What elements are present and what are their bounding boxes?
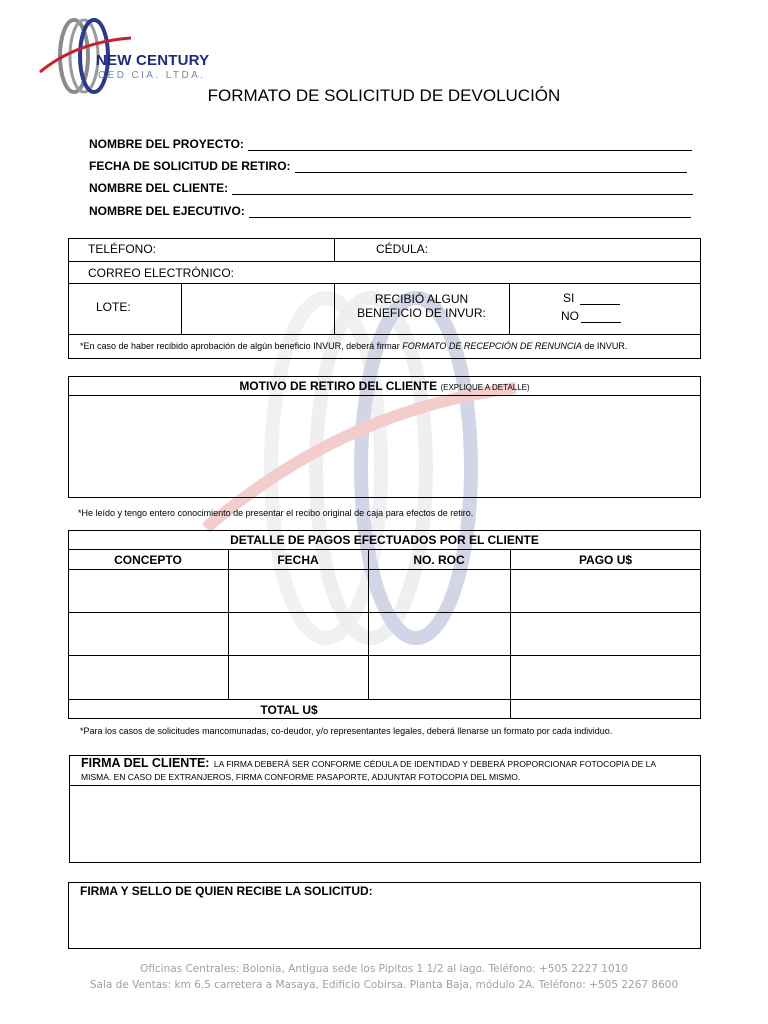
invur-note	[80, 341, 627, 351]
no-option	[561, 309, 621, 323]
field-nombre-proyecto	[89, 137, 692, 151]
beneficio-line-2: BENEFICIO DE INVUR:	[357, 306, 486, 320]
field-label: FECHA DE SOLICITUD DE RETIRO:	[89, 159, 291, 173]
lote-label: LOTE:	[96, 300, 131, 314]
motivo-note: *He leído y tengo entero conocimiento de presentar el recibo original de caja para efectos de retiro.	[78, 508, 474, 518]
sello-input-area[interactable]	[72, 902, 697, 945]
firma-title: FIRMA DEL CLIENTE:	[81, 756, 210, 770]
no-label: NO	[561, 309, 579, 323]
invur-note-c: de INVUR.	[581, 341, 628, 351]
logo-name: NEW CENTURY	[96, 52, 210, 69]
field-fecha-solicitud	[89, 159, 687, 173]
field-label: NOMBRE DEL CLIENTE:	[89, 181, 229, 195]
beneficio-question	[334, 292, 509, 320]
motivo-header	[68, 379, 701, 393]
sello-title: FIRMA Y SELLO DE QUIEN RECIBE LA SOLICITUD:	[80, 884, 373, 898]
motivo-input-area[interactable]	[72, 398, 697, 494]
logo-subtitle: CED CIA. LTDA.	[98, 70, 206, 81]
no-line[interactable]	[581, 312, 621, 323]
col-no-roc: NO. ROC	[413, 553, 465, 567]
field-line[interactable]	[248, 138, 692, 151]
field-label: NOMBRE DEL EJECUTIVO:	[89, 204, 245, 218]
col-pago: PAGO U$	[578, 553, 633, 567]
document-title: FORMATO DE SOLICITUD DE DEVOLUCIÓN	[207, 86, 561, 105]
pagos-note: *Para los casos de solicitudes mancomunadas, co-deudor, y/o representantes legales, deberá llenarse un formato por cada individuo.	[80, 726, 613, 736]
motivo-subtitle: (EXPLIQUE A DETALLE)	[440, 383, 530, 392]
si-option	[563, 291, 620, 305]
field-label: NOMBRE DEL PROYECTO:	[89, 137, 244, 151]
col-fecha: FECHA	[277, 553, 319, 567]
correo-label: CORREO ELECTRÓNICO:	[88, 266, 235, 280]
cedula-label: CÉDULA:	[376, 242, 429, 256]
motivo-title: MOTIVO DE RETIRO DEL CLIENTE	[239, 379, 438, 393]
footer-line-2: Sala de Ventas: km 6.5 carretera a Masaya, Edificio Cobirsa. Planta Baja, módulo 2A. Teléfono: +505 2267 8600	[89, 979, 679, 991]
total-label: TOTAL U$	[260, 703, 318, 717]
field-line[interactable]	[249, 205, 691, 218]
field-line[interactable]	[295, 160, 687, 173]
invur-note-a: *En caso de haber recibido aprobación de algún beneficio INVUR, deberá firmar	[80, 341, 403, 351]
firma-input-area[interactable]	[73, 789, 697, 859]
telefono-label: TELÉFONO:	[88, 242, 157, 256]
firma-cliente-header	[81, 757, 681, 783]
si-line[interactable]	[580, 294, 620, 305]
invur-note-b: FORMATO DE RECEPCIÓN DE RENUNCIA	[402, 341, 582, 351]
col-concepto: CONCEPTO	[114, 553, 182, 567]
beneficio-line-1: RECIBIÓ ALGUN	[374, 292, 469, 306]
pagos-title: DETALLE DE PAGOS EFECTUADOS POR EL CLIENTE	[230, 533, 539, 547]
field-nombre-cliente	[89, 181, 693, 195]
si-label: SI	[563, 291, 575, 305]
field-nombre-ejecutivo	[89, 204, 691, 218]
firma-text: LA FIRMA DEBERÁ SER CONFORME CÉDULA DE IDENTIDAD Y DEBERÁ PROPORCIONAR FOTOCOPIA DE LA MISMA. EN CASO DE EXTRANJEROS, FIRMA CONFORME PASAPORTE, ADJUNTAR FOTOCOPIA DEL MISMO.	[81, 759, 656, 782]
footer-line-1: Oficinas Centrales: Bolonia, Antigua sede los Pipitos 1 1/2 al lago. Teléfono: +505 2227 1010	[140, 963, 628, 975]
field-line[interactable]	[232, 182, 693, 195]
